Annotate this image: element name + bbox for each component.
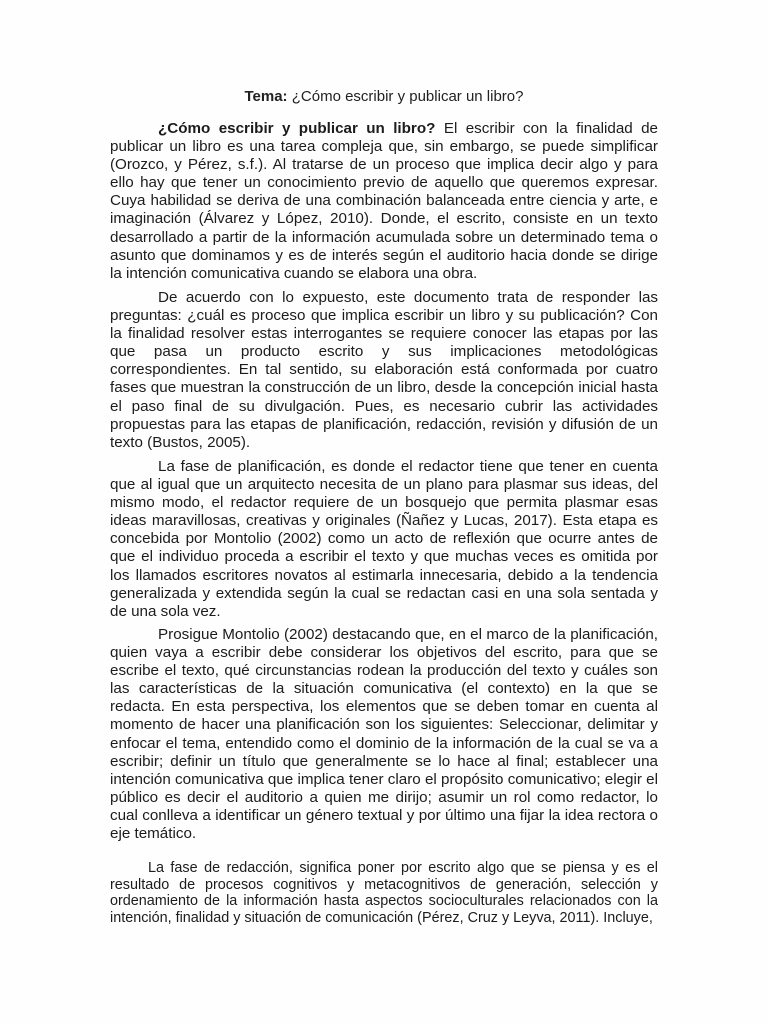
paragraph-5-text: La fase de redacción, significa poner por escrito algo que se piensa y es el resultado de procesos cognitivos y metacognitivos de generación, selección y ordenamiento de la información hasta aspectos socioculturales relacionados con la intención, finalidad y situación de comunicación (Pérez, Cruz y Leyva, 2011). Incluye, (110, 860, 658, 926)
paragraph-3-text: La fase de planificación, es donde el redactor tiene que tener en cuenta que al igual que un arquitecto necesita de un plano para plasmar sus ideas, del mismo modo, el redactor requiere de un bosquejo que permita plasmar esas ideas maravillosas, creativas y originales (Ñañez y Lucas, 2017). Esta etapa es concebida por Montolio (2002) como un acto de reflexión que ocurre antes de que el individuo proceda a escribir el texto y que muchas veces es omitida por los llamados escritores novatos al estimarla innecesaria, debido a la tendencia generalizada y extendida según la cual se redactan casi en una sola sentada y de una sola vez. (110, 458, 658, 620)
document-title (0, 88, 768, 105)
paragraph-3 (110, 458, 658, 621)
paragraph-4 (110, 626, 658, 843)
paragraph-2-text: De acuerdo con lo expuesto, este documento trata de responder las preguntas: ¿cuál es proceso que implica escribir un libro y su publicación? Con la finalidad resolver estas interrogantes se requiere conocer las etapas por las que pasa un producto escrito y sus implicaciones metodológicas correspondientes. En tal sentido, su elaboración está conformada por cuatro fases que muestran la construcción de un libro, desde la concepción inicial hasta el paso final de su divulgación. Pues, es necesario cubrir las actividades propuestas para las etapas de planificación, redacción, revisión y difusión de un texto (Bustos, 2005). (110, 289, 658, 451)
paragraph-2 (110, 289, 658, 452)
paragraph-1 (110, 120, 658, 283)
paragraph-5 (110, 860, 658, 926)
title-text: ¿Cómo escribir y publicar un libro? (291, 88, 524, 105)
paragraph-1-lead: ¿Cómo escribir y publicar un libro? (158, 120, 436, 137)
paragraph-4-text: Prosigue Montolio (2002) destacando que, en el marco de la planificación, quien vaya a escribir debe considerar los objetivos del escrito, para que se escribe el texto, qué circunstancias rodean la producción del texto y cuáles son las características de la situación comunicativa (el contexto) en la que se redacta. En esta perspectiva, los elementos que se deben tomar en cuenta al momento de hacer una planificación son los siguientes: Seleccionar, delimitar y enfocar el tema, entendido como el dominio de la información de la cual se va a escribir; definir un título que generalmente se lo hace al final; establecer una intención comunicativa que implica tener claro el propósito comunicativo; elegir el público es decir el auditorio a quien me dirijo; asumir un rol como redactor, lo cual conlleva a identificar un género textual y por último una fijar la idea rectora o eje temático. (110, 626, 658, 843)
title-label: Tema: (244, 88, 288, 105)
paragraph-1-text: El escribir con la finalidad de publicar un libro es una tarea compleja que, sin embargo, se puede simplificar (Orozco, y Pérez, s.f.). Al tratarse de un proceso que implica decir algo y para ello hay que tener un conocimiento previo de aquello que queremos expresar. Cuya habilidad se deriva de una combinación balanceada entre ciencia y arte, e imaginación (Álvarez y López, 2010). Donde, el escrito, consiste en un texto desarrollado a partir de la información acumulada sobre un determinado tema o asunto que dominamos y es de interés según el auditorio hacia donde se dirige la intención comunicativa cuando se elabora una obra. (110, 120, 658, 282)
